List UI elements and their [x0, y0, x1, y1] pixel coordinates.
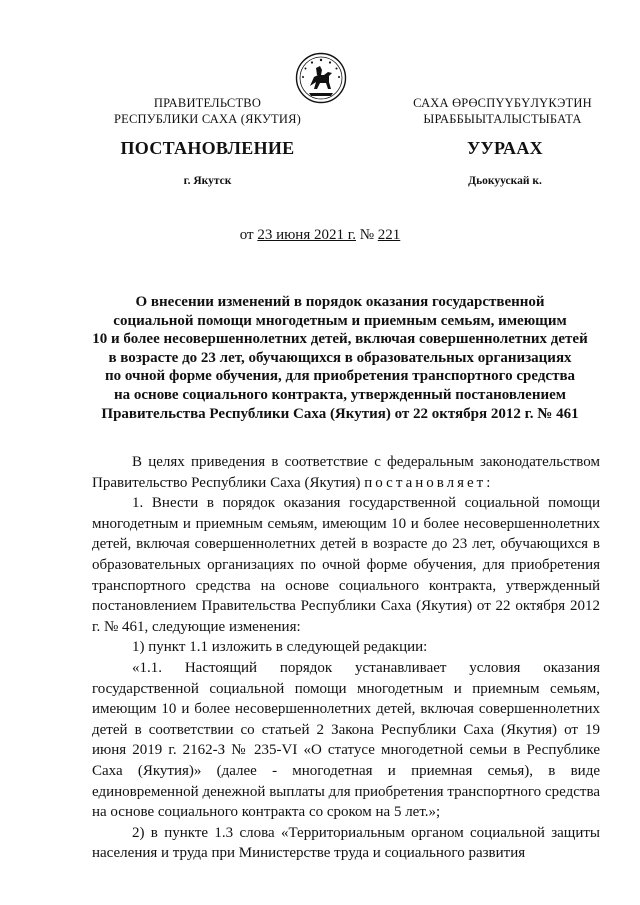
- left-org-line1: ПРАВИТЕЛЬСТВО: [153, 96, 262, 110]
- paragraph-subitem-2: 2) в пункте 1.3 слова «Территориальным органом социальной защиты населения и труда при Министерстве труда и социального развития: [92, 824, 600, 862]
- title-line: по очной форме обучения, для приобретения транспортного средства: [104, 368, 576, 385]
- document-title: [60, 293, 620, 423]
- date-number-line: [0, 227, 640, 244]
- title-line: О внесении изменений в порядок оказания государственной: [135, 294, 545, 310]
- right-doc-type: УУРААХ: [467, 138, 543, 158]
- quoted-clause-1-1: «1.1. Настоящий порядок устанавливает условия оказания государственной социальной помощи многодетным и приемным семьям, имеющим 10 и более несовершеннолетних детей, включая совершеннолетних детей в соответствии со статьей 2 Закона Республики Саха (Якутия) от 19 июня 2019 г. 2162-З № 235-VI «О статусе многодетной семьи в Республике Саха (Якутия)» (далее - многодетная и приемная семья), в виде единовременной денежной выплаты для приобретения транспортного средства на основе социального контракта со сроком на 5 лет.»;: [92, 659, 600, 821]
- number-sign: №: [355, 227, 378, 243]
- right-org-line1: САХА ӨРӨСПҮҮБҮЛҮКЭТИН: [413, 96, 592, 110]
- date-prefix: от: [239, 227, 258, 243]
- left-org-name: [95, 95, 320, 127]
- title-line: социальной помощи многодетным и приемным семьям, имеющим: [113, 312, 567, 329]
- resolves-word: постановляет:: [364, 474, 494, 491]
- document-date: 23 июня 2021 г.: [257, 227, 356, 243]
- paragraph-subitem-1: 1) пункт 1.1 изложить в следующей редакции:: [132, 639, 428, 656]
- left-org-line2: РЕСПУБЛИКИ САХА (ЯКУТИЯ): [114, 112, 301, 126]
- title-line: 10 и более несовершеннолетних детей, включая совершеннолетних детей: [92, 331, 588, 348]
- title-line: Правительства Республики Саха (Якутия) от 22 октября 2012 г. № 461: [101, 405, 579, 422]
- title-line: в возрасте до 23 лет, обучающихся в образовательных организациях: [108, 349, 572, 366]
- right-org-line2: ЫРАББЫЫТАЛЫСТЫБАТА: [423, 112, 582, 126]
- document-body: [92, 452, 600, 864]
- right-org-name: [385, 95, 620, 127]
- right-city: Дьокуускай к.: [468, 175, 542, 187]
- left-city: г. Якутск: [183, 175, 232, 187]
- left-doc-type: ПОСТАНОВЛЕНИЕ: [120, 138, 295, 158]
- document-number: 221: [377, 227, 401, 243]
- title-line: на основе социального контракта, утвержденный постановлением: [114, 386, 566, 403]
- paragraph-item-1: 1. Внести в порядок оказания государственной социальной помощи многодетным и приемным семьям, имеющим 10 и более несовершеннолетних детей, включая совершеннолетних детей в возрасте до 23 лет, обучающихся в образовательных организациях по очной форме обучения, для приобретения транспортного средства на основе социального контракта, утвержденный постановлением Правительства Республики Саха (Якутия) от 22 октября 2012 г. № 461, следующие изменения:: [92, 495, 600, 635]
- preamble-paragraph: В целях приведения в соответствие с федеральным законодательством Правительство Республики Саха (Якутия) постановляет:: [92, 454, 600, 491]
